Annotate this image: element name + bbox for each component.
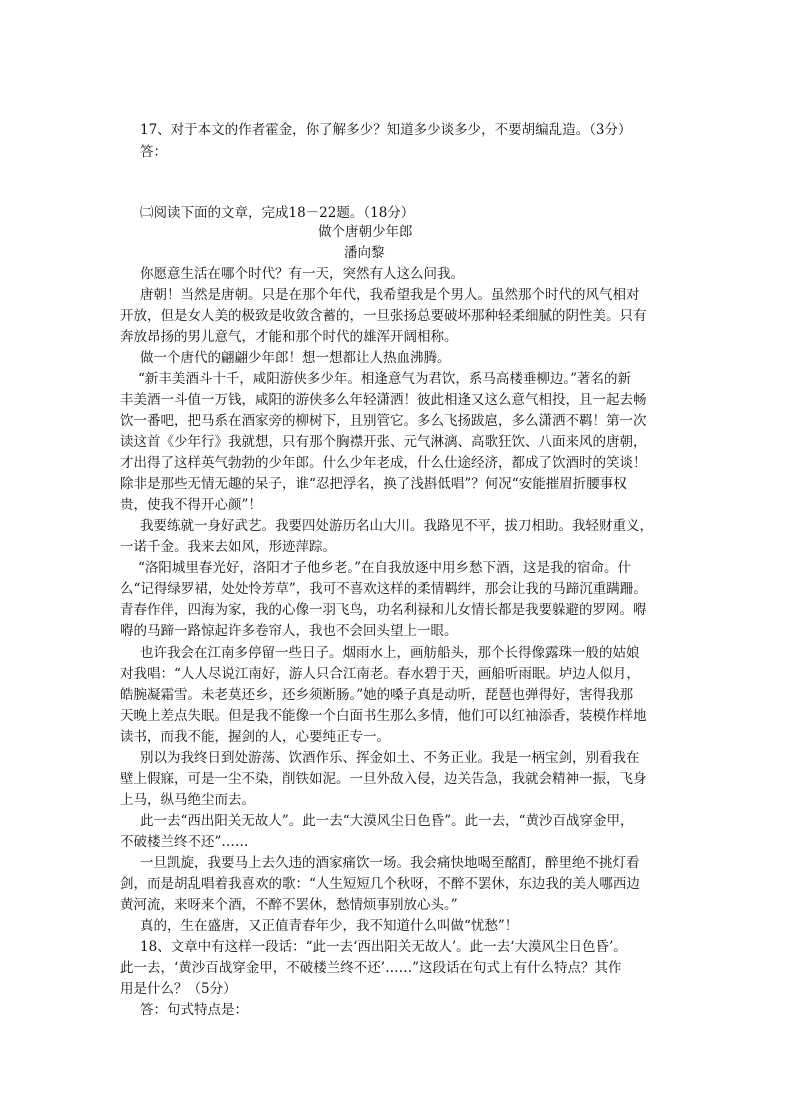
body-line: 也许我会在江南多停留一些日子。烟雨水上，画舫船头，那个长得像露珠一般的姑娘 [140,645,640,661]
body-line: 贵，使我不得开心颜”！ [120,497,262,513]
body-line: 真的，生在盛唐，又正值青春年少，我不知道什么叫做“忧愁”！ [140,918,519,934]
body-line: 天晚上差点失眠。但是我不能像一个白面书生那么多情，他们可以红袖添香，装模作样地 [120,708,647,724]
body-line: 嘚的马蹄一路惊起许多卷帘人，我也不会回头望上一眼。 [120,623,458,639]
body-line: 我要练就一身好武艺。我要四处游历名山大川。我路见不平，拔刀相助。我轻财重义， [140,518,653,534]
question-18-line-3: 用是什么？（5分） [120,981,237,997]
body-line: 青春作伴，四海为家，我的心像一羽飞鸟，功名利禄和儿女情长都是我要躲避的罗网。嘚 [120,602,647,618]
answer-label-18: 答：句式特点是： [140,1002,248,1018]
article-title: 做个唐朝少年郎 [318,224,413,240]
body-line: 唐朝！当然是唐朝。只是在那个年代，我希望我是个男人。虽然那个时代的风气相对 [140,287,640,303]
question-17: 17、对于本文的作者霍金，你了解多少？知道多少谈多少，不要胡编乱造。（3分） [140,122,632,138]
body-line: 剑，而是胡乱唱着我喜欢的歌：“人生短短几个秋呀，不醉不罢休，东边我的美人哪西边 [120,876,640,892]
body-line: “新丰美酒斗十千，咸阳游侠多少年。相逢意气为君饮，系马高楼垂柳边。”著名的新 [138,371,632,387]
body-line: 黄河流，来呀来个酒，不醉不罢休，愁情烦事别放心头。” [120,897,458,913]
body-line: 读这首《少年行》我就想，只有那个胸襟开张、元气淋漓、高歌狂饮、八面来风的唐朝， [120,434,647,450]
body-line: 读书，而我不能，握剑的人，心要纯正专一。 [120,729,390,745]
article-author: 潘向黎 [344,245,385,261]
question-18-line-1: 18、文章中有这样一段话：“此一去‘西出阳关无故人’。此一去‘大漠风尘日色昏’。 [140,939,627,955]
body-line: “洛阳城里春光好，洛阳才子他乡老。”在自我放逐中用乡愁下酒，这是我的宿命。什 [138,560,632,576]
body-line: 不破楼兰终不还”…… [120,834,249,850]
body-line: 除非是那些无情无趣的呆子，谁“忍把浮名，换了浅斟低唱”？何况“安能摧眉折腰事权 [120,476,627,492]
body-line: 开放，但是女人美的极致是收敛含蓄的，一旦张扬总要破坏那种轻柔细腻的阴性美。只有 [120,308,647,324]
body-line: 对我唱：“人人尽说江南好，游人只合江南老。春水碧于天，画船听雨眠。垆边人似月， [120,666,640,682]
body-line: 别以为我终日到处游荡、饮酒作乐、挥金如土、不务正业。我是一柄宝剑，别看我在 [140,750,640,766]
section-intro: ㈡阅读下面的文章，完成18－22题。（18分） [140,205,415,221]
body-line: 皓腕凝霜雪。未老莫还乡，还乡须断肠。”她的嗓子真是动听，琵琶也弹得好，害得我那 [120,687,634,703]
body-line: 此一去“西出阳关无故人”。此一去“大漠风尘日色昏”。此一去，“黄沙百战穿金甲， [140,813,634,829]
body-line: 上马，纵马绝尘而去。 [120,792,255,808]
body-line: 一旦凯旋，我要马上去久违的酒家痛饮一场。我会痛快地喝至酩酊，醉里绝不挑灯看 [140,855,640,871]
body-line: 壁上假寐，可是一尘不染，削铁如泥。一旦外敌入侵，边关告急，我就会精神一振，飞身 [120,771,647,787]
body-line: 才出得了这样英气勃勃的少年郎。什么少年老成，什么仕途经济，都成了饮酒时的笑谈！ [120,455,647,471]
body-line: 么“记得绿罗裙，处处怜芳草”，我可不喜欢这样的柔情羁绊，那会让我的马蹄沉重蹒跚。 [120,581,647,597]
answer-label-17: 答： [140,144,167,160]
body-line: 丰美酒一斗值一万钱，咸阳的游侠多么年轻潇洒！彼此相逢又这么意气相投，且一起去畅 [120,392,647,408]
question-18-line-2: 此一去，‘黄沙百战穿金甲，不破楼兰终不还’……”这段话在句式上有什么特点？其作 [120,960,622,976]
body-line: 你愿意生活在哪个时代？有一天，突然有人这么问我。 [140,266,464,282]
body-line: 做一个唐代的翩翩少年郎！想一想都让人热血沸腾。 [140,350,451,366]
body-line: 奔放昂扬的男儿意气，才能和那个时代的雄浑开阔相称。 [120,329,458,345]
body-line: 饮一番吧，把马系在酒家旁的柳树下，且别管它。多么飞扬跋扈，多么潇洒不羁！第一次 [120,413,647,429]
body-line: 一诺千金。我来去如风，形迹萍踪。 [120,539,336,555]
